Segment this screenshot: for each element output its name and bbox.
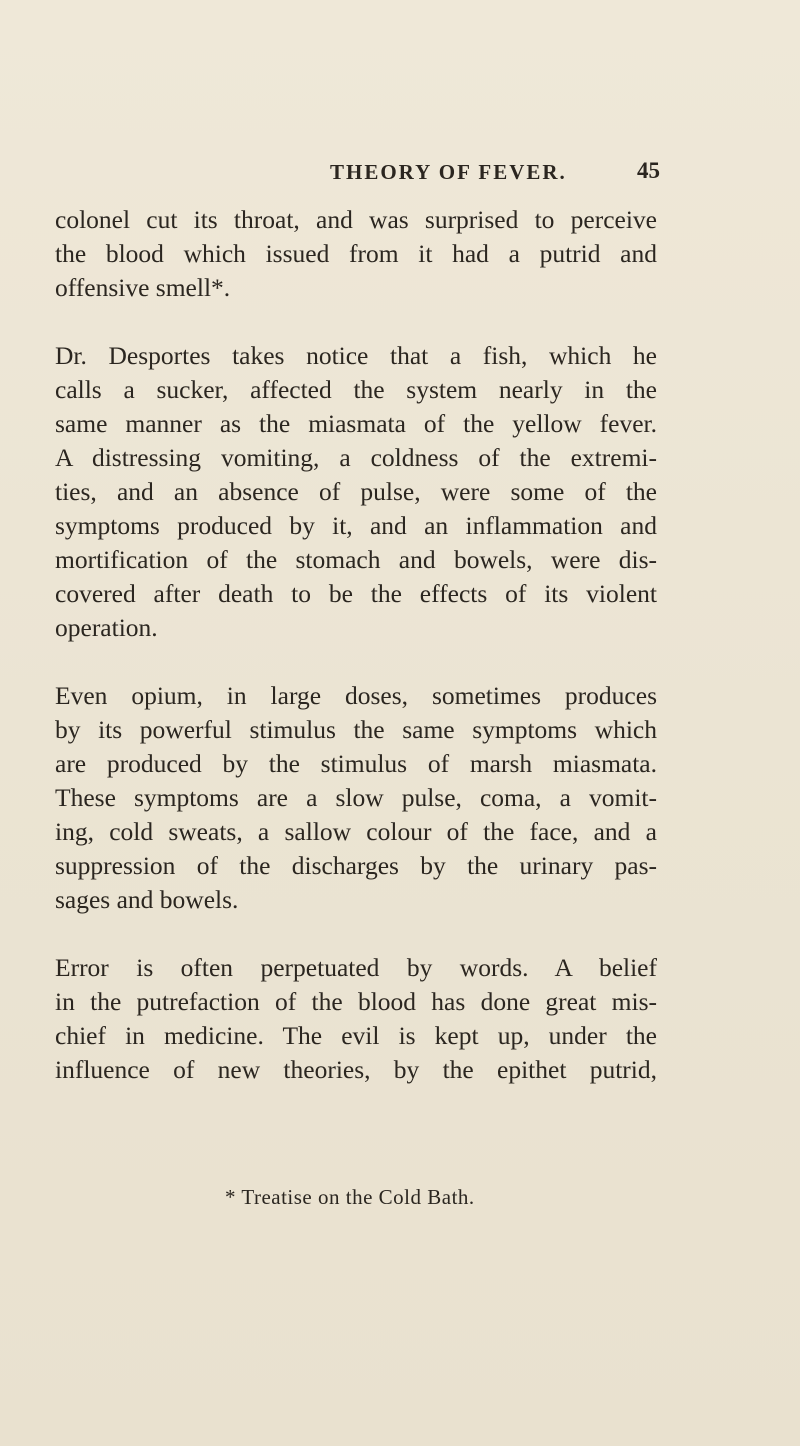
text-line: colonel cut its throat, and was surprised to perceive <box>55 205 657 234</box>
text-line: A distressing vomiting, a coldness of the extremi- <box>55 443 657 472</box>
text-line: same manner as the miasmata of the yellow fever. <box>55 409 657 438</box>
page-header <box>330 160 660 194</box>
text-line: sages and bowels. <box>55 885 239 914</box>
text-line: offensive smell*. <box>55 273 231 302</box>
text-line: calls a sucker, affected the system nearly in the <box>55 375 657 404</box>
text-line: Dr. Desportes takes notice that a fish, which he <box>55 341 657 370</box>
footnote: * Treatise on the Cold Bath. <box>225 1185 475 1209</box>
text-line: These symptoms are a slow pulse, coma, a vomit- <box>55 783 657 812</box>
text-line: symptoms produced by it, and an inflammation and <box>55 511 657 540</box>
text-line: mortification of the stomach and bowels, were dis- <box>55 545 657 574</box>
running-title: THEORY OF FEVER. <box>330 160 567 184</box>
text-line: are produced by the stimulus of marsh miasmata. <box>55 749 657 778</box>
text-line: in the putrefaction of the blood has done great mis- <box>55 987 657 1016</box>
paragraph-4 <box>55 951 657 1087</box>
page-number: 45 <box>637 158 660 183</box>
paragraph-3 <box>55 679 657 917</box>
text-line: operation. <box>55 613 158 642</box>
text-line: the blood which issued from it had a putrid and <box>55 239 657 268</box>
paragraph-1 <box>55 203 657 305</box>
text-line: Even opium, in large doses, sometimes produces <box>55 681 657 710</box>
text-line: influence of new theories, by the epithet putrid, <box>55 1055 657 1084</box>
paragraph-2 <box>55 339 657 645</box>
body-text <box>55 203 657 1087</box>
text-line: ties, and an absence of pulse, were some of the <box>55 477 657 506</box>
text-line: suppression of the discharges by the urinary pas- <box>55 851 657 880</box>
text-line: ing, cold sweats, a sallow colour of the face, and a <box>55 817 657 846</box>
text-line: covered after death to be the effects of its violent <box>55 579 657 608</box>
text-line: by its powerful stimulus the same symptoms which <box>55 715 657 744</box>
text-line: chief in medicine. The evil is kept up, under the <box>55 1021 657 1050</box>
text-line: Error is often perpetuated by words. A belief <box>55 953 657 982</box>
